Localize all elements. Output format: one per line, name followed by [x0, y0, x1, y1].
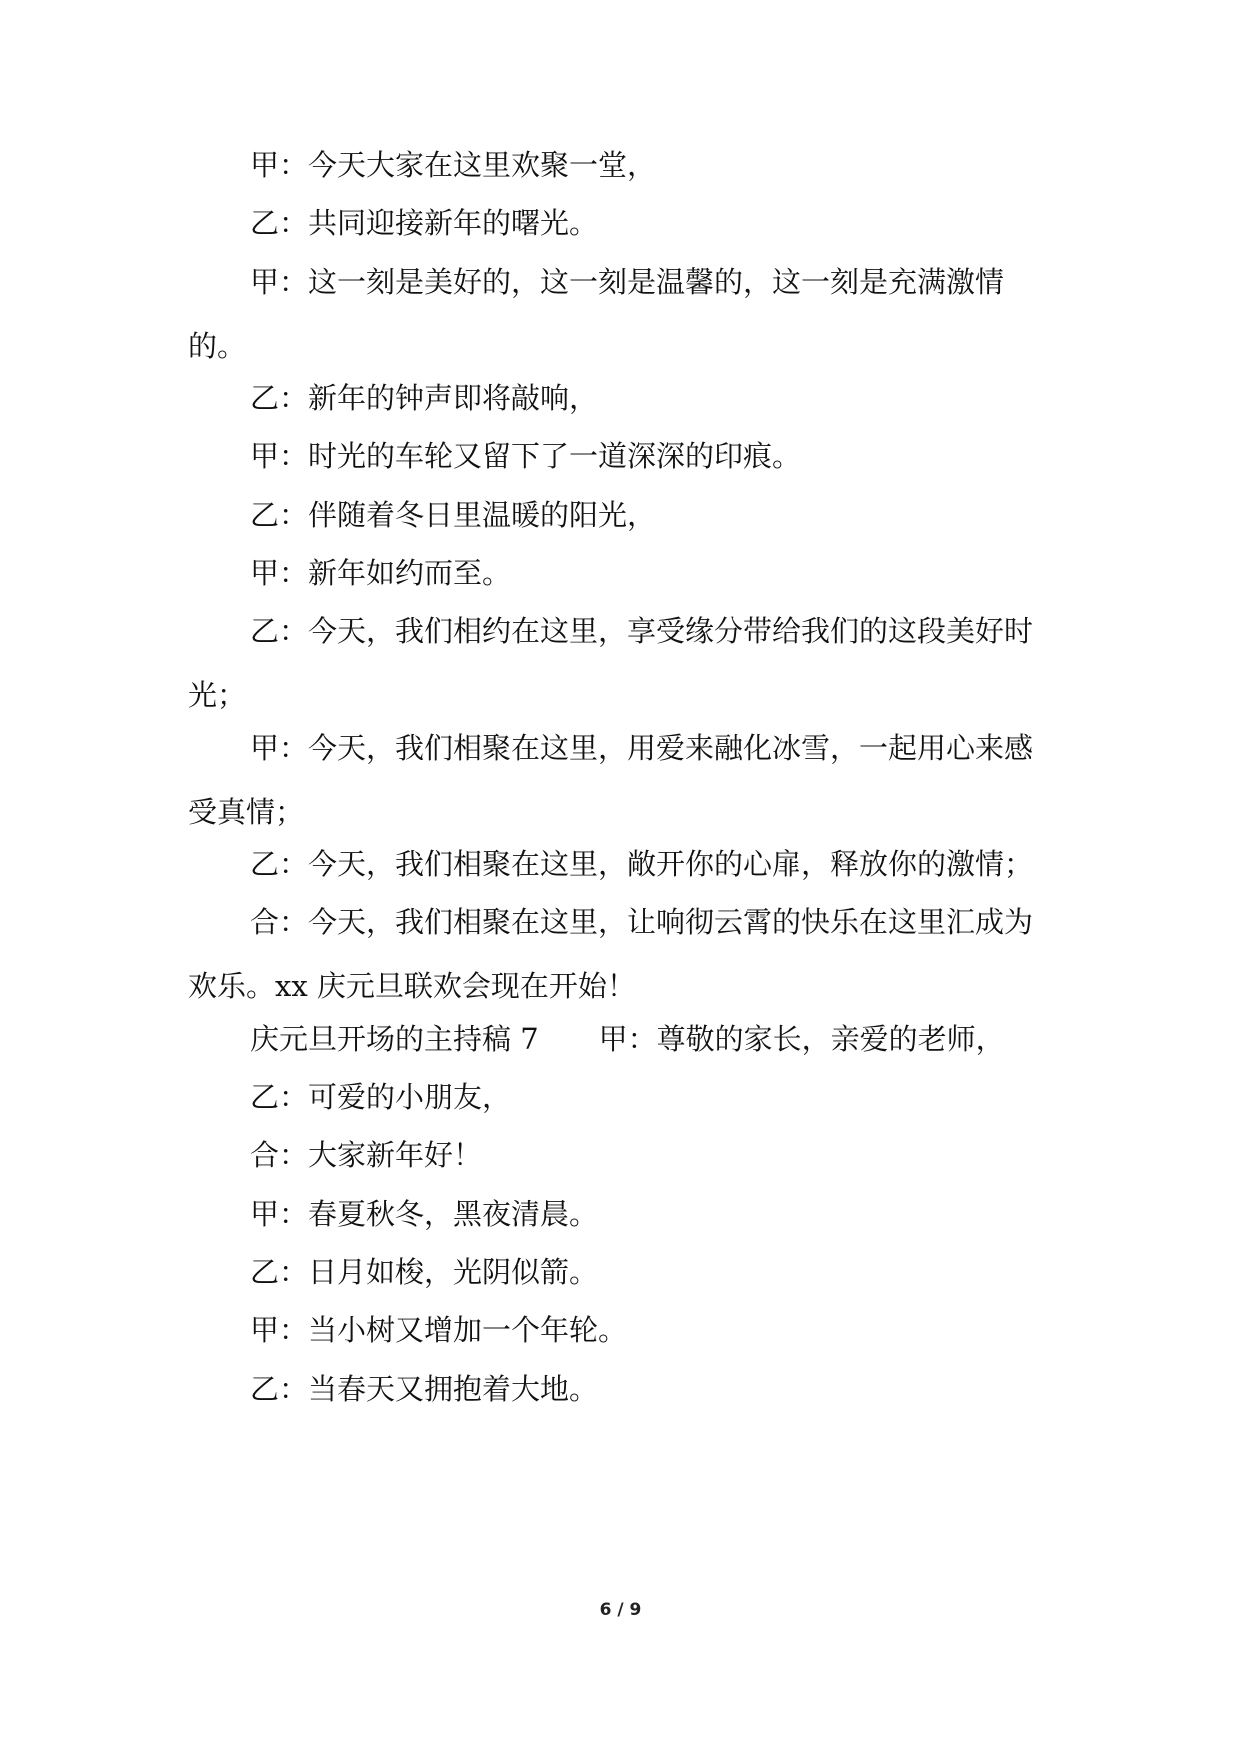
script-line: 甲：今天，我们相聚在这里，用爱来融化冰雪，一起用心来感受真情；: [188, 731, 1034, 829]
script-line: 甲：这一刻是美好的，这一刻是温馨的，这一刻是充满激情的。: [188, 265, 1005, 363]
script-line: 甲：今天大家在这里欢聚一堂，: [250, 148, 657, 182]
script-line: 乙：可爱的小朋友，: [250, 1080, 512, 1114]
script-line: 甲：春夏秋冬，黑夜清晨。: [250, 1197, 599, 1231]
script-line: 甲：新年如约而至。: [250, 556, 512, 590]
section-title: 庆元旦开场的主持稿 7: [250, 1022, 539, 1056]
script-line: 合：今天，我们相聚在这里，让响彻云霄的快乐在这里汇成为欢乐。xx 庆元旦联欢会现在开始！: [188, 905, 1034, 1003]
script-line: 乙：日月如梭，光阴似箭。: [250, 1255, 599, 1289]
script-line: 甲：时光的车轮又留下了一道深深的印痕。: [250, 439, 802, 473]
script-line: 甲：尊敬的家长，亲爱的老师，: [598, 1022, 1005, 1056]
script-line: 乙：伴随着冬日里温暖的阳光，: [250, 498, 657, 532]
script-line: 乙：今天，我们相约在这里，享受缘分带给我们的这段美好时光；: [188, 614, 1034, 712]
section-heading-line: [250, 1007, 1005, 1071]
script-line: 合：大家新年好！: [250, 1138, 483, 1172]
script-line: 乙：今天，我们相聚在这里，敞开你的心扉，释放你的激情；: [250, 847, 1034, 881]
script-line: 乙：共同迎接新年的曙光。: [250, 206, 599, 240]
page-number: 6 / 9: [599, 1600, 642, 1620]
script-line: 乙：新年的钟声即将敲响，: [250, 381, 599, 415]
script-line: 乙：当春天又拥抱着大地。: [250, 1372, 599, 1406]
script-line: 甲：当小树又增加一个年轮。: [250, 1313, 628, 1347]
